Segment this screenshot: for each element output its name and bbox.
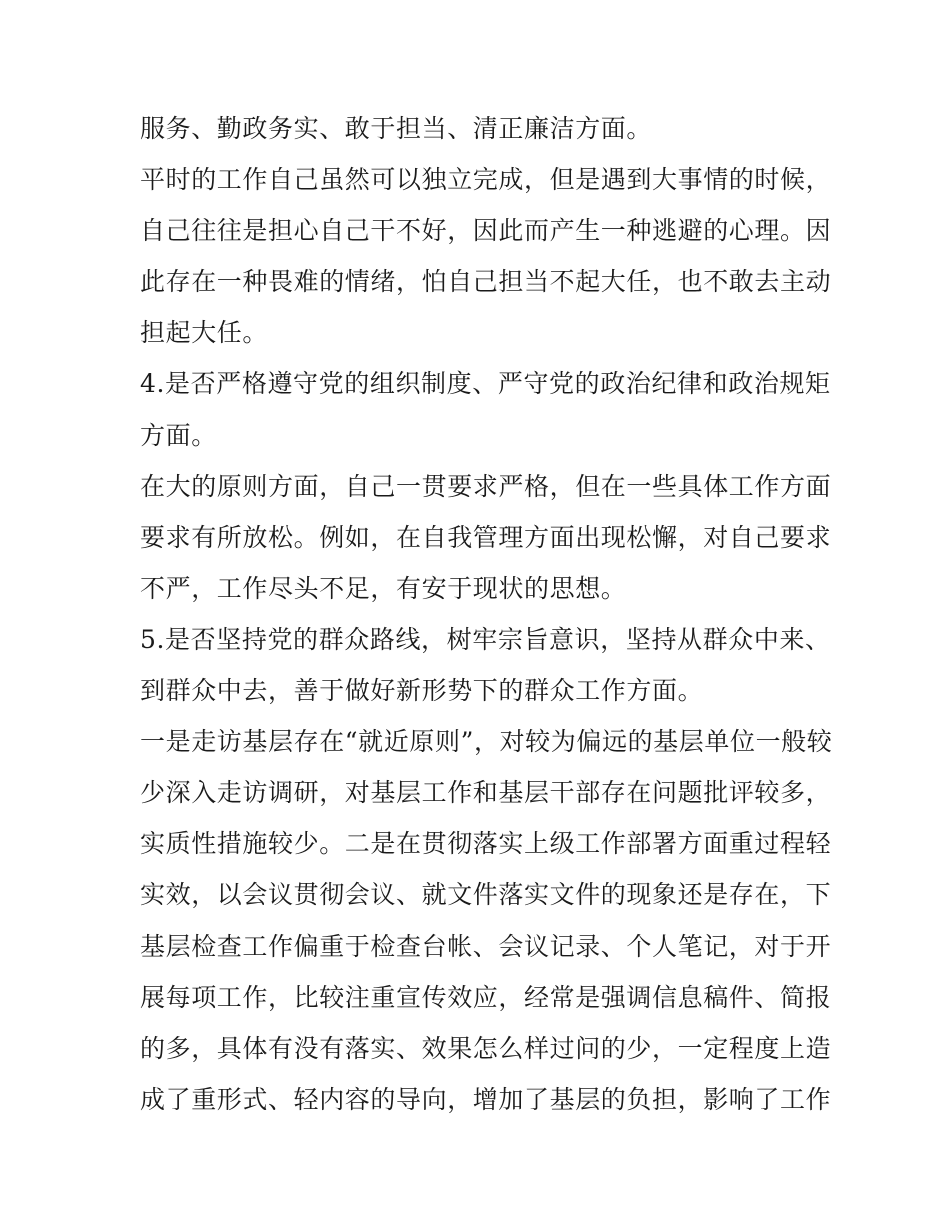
text-line: 不严，工作尽头不足，有安于现状的思想。 — [140, 573, 627, 603]
text-line: 的多，具体有没有落实、效果怎么样过问的少，一定程度上造 — [140, 1033, 832, 1063]
text-line: 实质性措施较少。二是在贯彻落实上级工作部署方面重过程轻 — [140, 829, 832, 859]
text-line: 自己往往是担心自己干不好，因此而产生一种逃避的心理。因 — [140, 216, 832, 246]
section-heading-line: 到群众中去，善于做好新形势下的群众工作方面。 — [140, 676, 704, 706]
text-line: 在大的原则方面，自己一贯要求严格，但在一些具体工作方面 — [140, 471, 832, 501]
text-line: 实效，以会议贯彻会议、就文件落实文件的现象还是存在，下 — [140, 880, 832, 910]
text-line: 要求有所放松。例如，在自我管理方面出现松懈，对自己要求 — [140, 522, 832, 552]
text-line: 服务、勤政务实、敢于担当、清正廉洁方面。 — [140, 114, 653, 143]
text-line: 此存在一种畏难的情绪，怕自己担当不起大任，也不敢去主动 — [140, 267, 832, 297]
document-body — [140, 108, 833, 1130]
text-line: 基层检查工作偏重于检查台帐、会议记录、个人笔记，对于开 — [140, 931, 832, 961]
section-heading-line: 5.是否坚持党的群众路线，树牢宗旨意识，坚持从群众中来、 — [140, 624, 831, 654]
text-line: 展每项工作，比较注重宣传效应，经常是强调信息稿件、简报 — [140, 982, 832, 1012]
text-line: 担起大任。 — [140, 318, 269, 348]
text-line: 少深入走访调研，对基层工作和基层干部存在问题批评较多， — [140, 778, 832, 808]
text-line: 成了重形式、轻内容的导向，增加了基层的负担，影响了工作 — [140, 1084, 832, 1114]
section-heading-line: 方面。 — [140, 420, 217, 450]
text-line: 平时的工作自己虽然可以独立完成，但是遇到大事情的时候， — [140, 165, 832, 195]
text-line: 一是走访基层存在“就近原则”，对较为偏远的基层单位一般较 — [140, 727, 833, 757]
section-heading-line: 4.是否严格遵守党的组织制度、严守党的政治纪律和政治规矩 — [140, 369, 831, 399]
